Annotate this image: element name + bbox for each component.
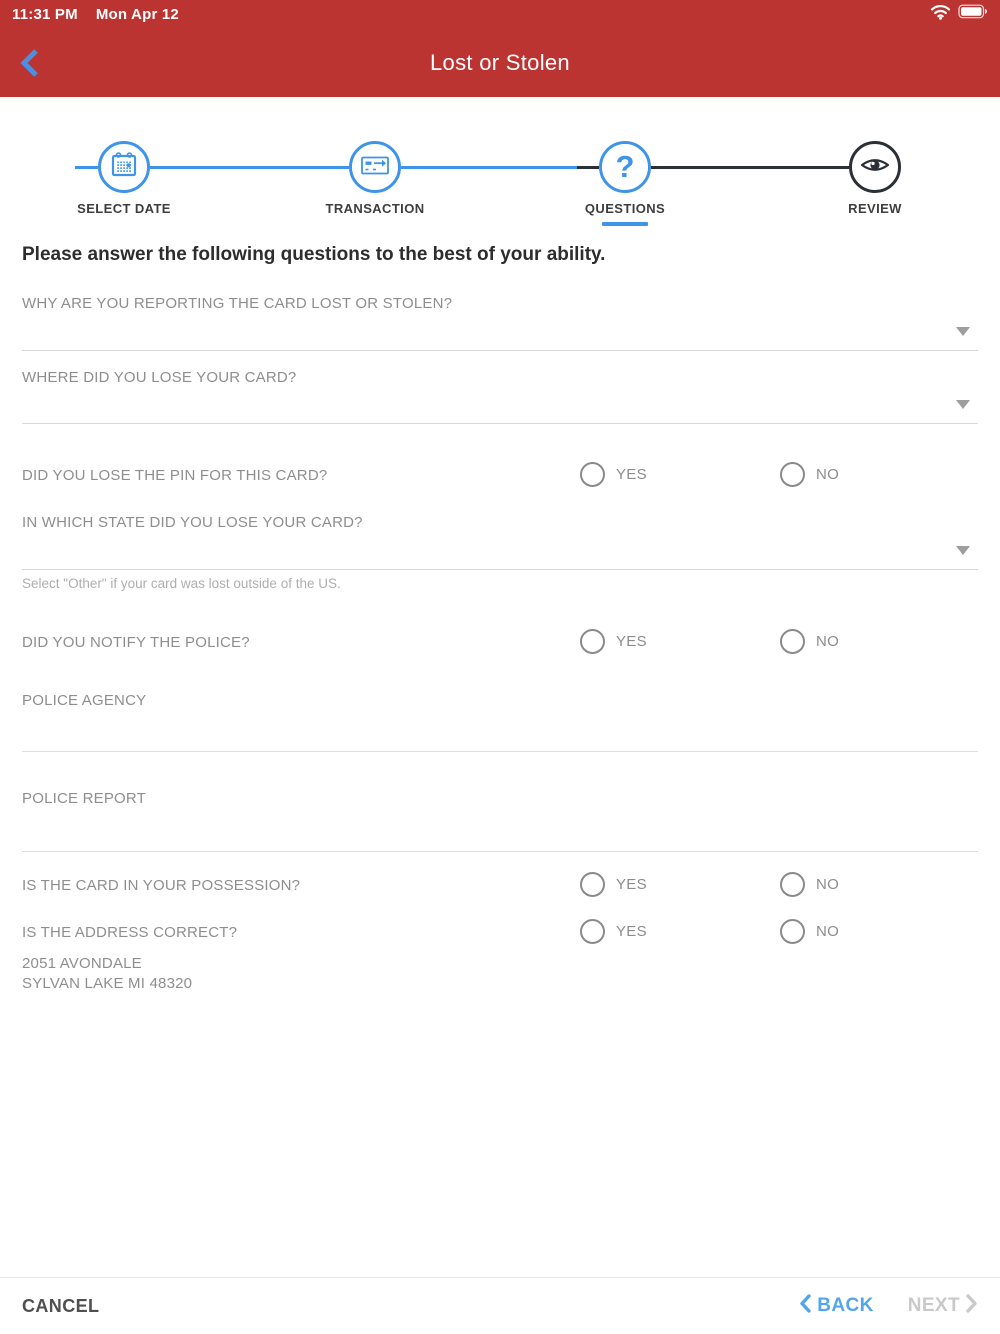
state-label: IN WHICH STATE DID YOU LOSE YOUR CARD? xyxy=(22,514,363,531)
back-nav-button[interactable]: BACK xyxy=(799,1294,874,1319)
question-notify-police xyxy=(22,629,978,657)
status-bar xyxy=(0,0,1000,28)
question-state xyxy=(22,514,978,591)
nav-bar xyxy=(0,28,1000,97)
step-review[interactable] xyxy=(849,141,901,193)
cancel-button[interactable]: CANCEL xyxy=(22,1295,100,1316)
lose-pin-label: DID YOU LOSE THE PIN FOR THIS CARD? xyxy=(22,467,328,484)
stepper-line-3 xyxy=(651,166,849,169)
radio-circle-icon xyxy=(580,919,605,944)
police-agency-label: POLICE AGENCY xyxy=(22,692,147,709)
state-helper-text: Select "Other" if your card was lost outside of the US. xyxy=(22,576,341,591)
step-label-review: REVIEW xyxy=(848,201,902,216)
address-correct-label: IS THE ADDRESS CORRECT? xyxy=(22,924,238,941)
radio-circle-icon xyxy=(780,872,805,897)
stepper-line-lead xyxy=(75,166,98,169)
police-report-label: POLICE REPORT xyxy=(22,790,147,807)
question-why-reporting xyxy=(22,295,978,351)
radio-circle-icon xyxy=(580,462,605,487)
question-where-lost xyxy=(22,369,978,424)
notify-police-label: DID YOU NOTIFY THE POLICE? xyxy=(22,634,250,651)
intro-text: Please answer the following questions to the best of your ability. xyxy=(22,244,606,265)
notify-police-no-radio[interactable]: NO xyxy=(780,629,839,654)
status-time: 11:31 PM xyxy=(12,5,78,23)
police-report-input[interactable] xyxy=(22,808,978,852)
radio-circle-icon xyxy=(780,629,805,654)
eye-icon xyxy=(858,149,892,186)
possession-label: IS THE CARD IN YOUR POSSESSION? xyxy=(22,877,301,894)
radio-circle-icon xyxy=(580,629,605,654)
where-lost-label: WHERE DID YOU LOSE YOUR CARD? xyxy=(22,369,297,386)
progress-stepper xyxy=(0,97,1000,237)
step-select-date[interactable] xyxy=(98,141,150,193)
dropdown-arrow-icon xyxy=(956,327,970,336)
address-correct-yes-radio[interactable]: YES xyxy=(580,919,647,944)
active-step-underline xyxy=(602,222,648,226)
question-lose-pin xyxy=(22,462,978,490)
lose-pin-no-radio[interactable]: NO xyxy=(780,462,839,487)
step-label-select-date: SELECT DATE xyxy=(77,201,171,216)
radio-circle-icon xyxy=(780,462,805,487)
address-line-2: SYLVAN LAKE MI 48320 xyxy=(22,975,193,992)
page-title: Lost or Stolen xyxy=(430,49,570,75)
radio-circle-icon xyxy=(780,919,805,944)
step-transaction[interactable] xyxy=(349,141,401,193)
next-button[interactable]: NEXT xyxy=(908,1294,978,1319)
step-questions[interactable] xyxy=(599,141,651,193)
question-police-agency xyxy=(22,692,978,752)
where-lost-select[interactable] xyxy=(22,387,978,424)
notify-police-yes-radio[interactable]: YES xyxy=(580,629,647,654)
address-line-1: 2051 AVONDALE xyxy=(22,955,142,972)
state-select[interactable] xyxy=(22,532,978,570)
chevron-left-icon xyxy=(799,1294,811,1319)
stepper-line-1 xyxy=(150,166,349,169)
possession-yes-radio[interactable]: YES xyxy=(580,872,647,897)
question-mark-icon: ? xyxy=(615,148,635,184)
step-label-questions: QUESTIONS xyxy=(535,201,715,226)
wifi-icon xyxy=(930,4,951,25)
footer-bar xyxy=(0,1277,1000,1334)
why-reporting-label: WHY ARE YOU REPORTING THE CARD LOST OR STOLEN? xyxy=(22,295,453,312)
credit-card-icon xyxy=(358,149,392,186)
possession-no-radio[interactable]: NO xyxy=(780,872,839,897)
stepper-line-2a xyxy=(401,166,577,169)
card-address xyxy=(22,954,192,994)
lose-pin-yes-radio[interactable]: YES xyxy=(580,462,647,487)
battery-icon xyxy=(958,4,988,24)
dropdown-arrow-icon xyxy=(956,546,970,555)
question-police-report xyxy=(22,790,978,852)
status-date: Mon Apr 12 xyxy=(95,5,179,23)
question-possession xyxy=(22,872,978,900)
chevron-right-icon xyxy=(966,1294,978,1319)
dropdown-arrow-icon xyxy=(956,400,970,409)
why-reporting-select[interactable] xyxy=(22,313,978,351)
stepper-line-2b xyxy=(577,166,599,169)
step-label-transaction: TRANSACTION xyxy=(325,201,425,216)
radio-circle-icon xyxy=(580,872,605,897)
question-address-correct xyxy=(22,919,978,947)
police-agency-input[interactable] xyxy=(22,710,978,752)
calendar-icon xyxy=(108,149,140,186)
address-correct-no-radio[interactable]: NO xyxy=(780,919,839,944)
